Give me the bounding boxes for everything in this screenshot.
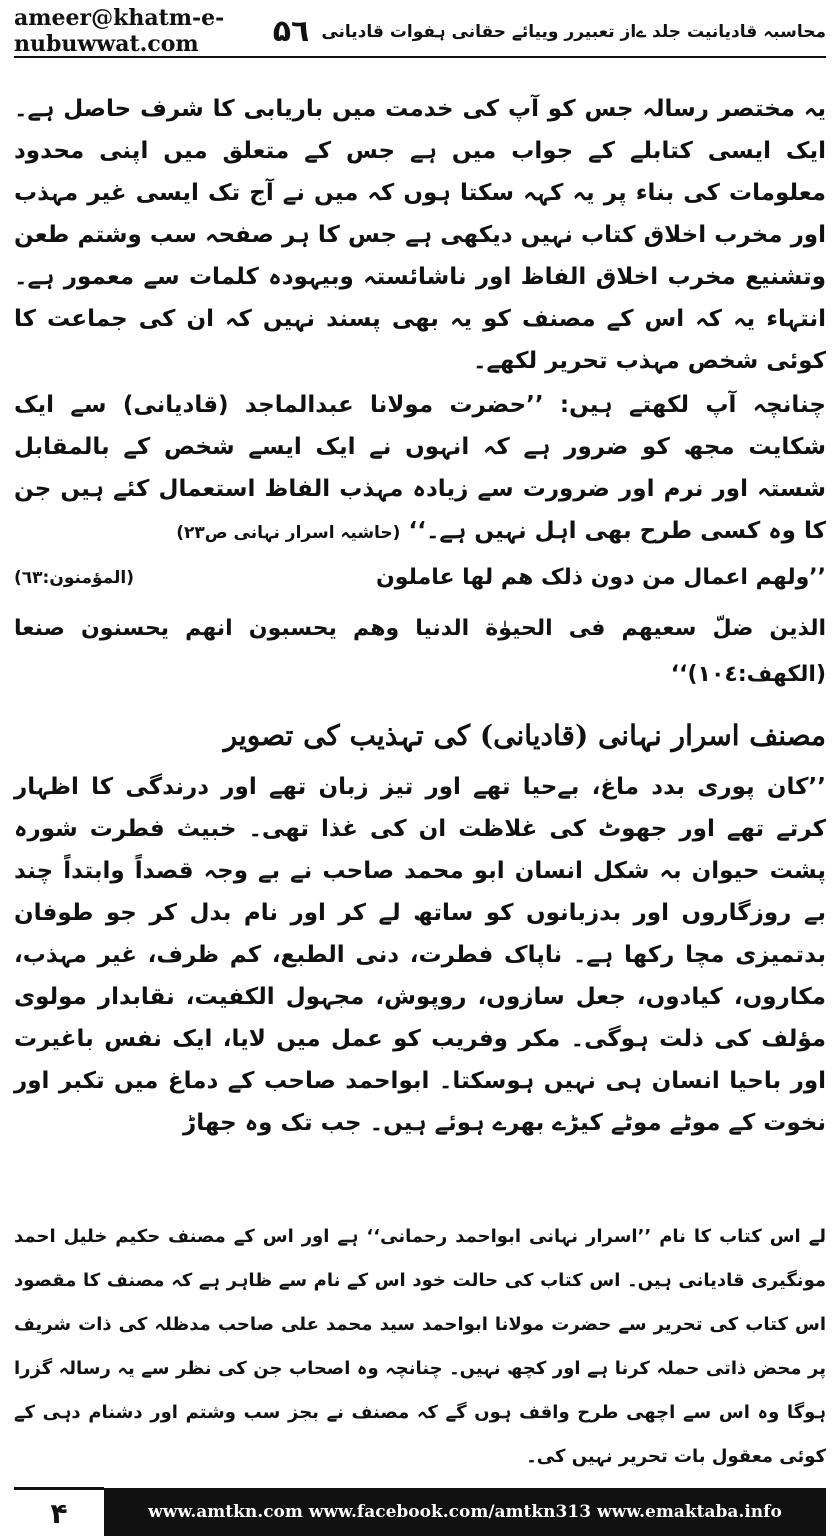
header-page-number: ۵٦ — [272, 13, 310, 49]
page-footer — [14, 1488, 826, 1536]
paragraph-3: ’’کان پوری بدد ماغ، بےحیا تھے اور تیز زبان تھے اور درندگی کا اظہار کرتے تھے اور جھوٹ کی غلاظت ان کی غذا تھی۔ خبیث فطرت شورہ پشت حیوان بہ شکل انسان ابو محمد صاحب نے بے وجہ قصداً وابتداً چند بے روزگاروں اور بدزبانوں کو ساتھ لے کر اور نام بدل کر جو طوفان بدتمیزی مچا رکھا ہے۔ ناپاک فطرت، دنی الطبع، کم ظرف، غیر مہذب، مکاروں، کیادوں، جعل سازوں، روپوش، مجہول الکفیت، نقابدار مولوی مؤلف کی ذلت ہوگی۔ مکر وفریب کو عمل میں لایا، ایک نفس باغیرت اور باحیا انسان ہی نہیں ہوسکتا۔ ابواحمد صاحب کے دماغ میں تکبر اور نخوت کے موٹے موٹے کیڑے بھرے ہوئے ہیں۔ جب تک وہ جھاڑ — [14, 774, 826, 1136]
paragraph-2 — [14, 384, 826, 554]
header-title: محاسبہ قادیانیت جلد ےاز تعبیرر وییائے حقانی ہفوات قادیانی — [321, 21, 826, 42]
footnote-marker: لے — [808, 1226, 826, 1247]
footnote-text — [14, 1215, 826, 1479]
paragraph-2-reference: (حاشیہ اسرار نہانی ص۲۳) — [176, 523, 401, 543]
quote-1-reference: (المؤمنون:٦٣) — [14, 568, 135, 588]
footer-page-number: ۴ — [14, 1487, 104, 1538]
quran-quote-1 — [14, 556, 826, 600]
footnote-body: اس کتاب کا نام ’’اسرار نہانی ابواحمد رحمانی‘‘ ہے اور اس کے مصنف حکیم خلیل احمد مونگیری قادیانی ہیں۔ اس کتاب کی حالت خود اس کے نام سے ظاہر ہے کہ مصنف کا مقصود اس کتاب کی تحریر سے حضرت مولانا ابواحمد سید محمد علی صاحب مدظلہ کی ذات شریف پر محض ذاتی حملہ کرنا ہے اور کچھ نہیں۔ چنانچہ وہ اصحاب جن کی نظر سے یہ رسالہ گزرا ہوگا وہ اس سے اچھی طرح واقف ہوں گے کہ مصنف نے بجز سب وشتم اور دشنام دہی کے کوئی معقول بات تحریر نہیں کی۔ — [14, 1226, 826, 1467]
header-email[interactable]: ameer@khatm-e-nubuwwat.com — [14, 5, 225, 57]
page-header — [14, 6, 826, 58]
section-heading: مصنف اسرار نہانی (قادیانی) کی تہذیب کی تصویر — [223, 719, 826, 752]
quran-quote-2: الذین ضلّ سعیهم فی الحیوٰة الدنیا وهم یحسبون انهم یحسنون صنعا (الکهف:١٠٤)‘‘ — [14, 616, 826, 687]
footer-links[interactable]: www.amtkn.com www.facebook.com/amtkn313 www.emaktaba.info — [104, 1488, 826, 1536]
paragraph-1: یہ مختصر رسالہ جس کو آپ کی خدمت میں باریابی کا شرف حاصل ہے۔ ایک ایسی کتابلے کے جواب میں ہے جس کے متعلق میں اپنی محدود معلومات کی بناء پر یہ کہہ سکتا ہوں کہ میں نے آج تک ایسی غیر مہذب اور مخرب اخلاق کتاب نہیں دیکھی ہے جس کا ہر صفحہ سب وشتم طعن وتشنیع مخرب اخلاق الفاظ اور ناشائستہ وبیہودہ کلمات سے معمور ہے۔ انتہاء یہ کہ اس کے مصنف کو یہ بھی پسند نہیں کہ ان کی جماعت کا کوئی شخص مہذب تحریر لکھے۔ — [14, 96, 826, 374]
header-left — [14, 5, 321, 57]
quote-1-text: ’’ولهم اعمال من دون ذلک هم لها عاملون — [376, 565, 826, 590]
main-text — [14, 88, 826, 1144]
footnote — [14, 1215, 826, 1479]
paragraph-2-text: چنانچہ آپ لکھتے ہیں: ’’حضرت مولانا عبدالماجد (قادیانی) سے ایک شکایت مجھ کو ضرور ہے کہ انہوں نے ایک ایسے شخص کے بالمقابل شستہ اور نرم اور ضرورت سے زیادہ مہذب الفاظ استعمال کئے ہیں جن کا وہ کسی طرح بھی اہل نہیں ہے۔‘‘ — [14, 392, 826, 544]
